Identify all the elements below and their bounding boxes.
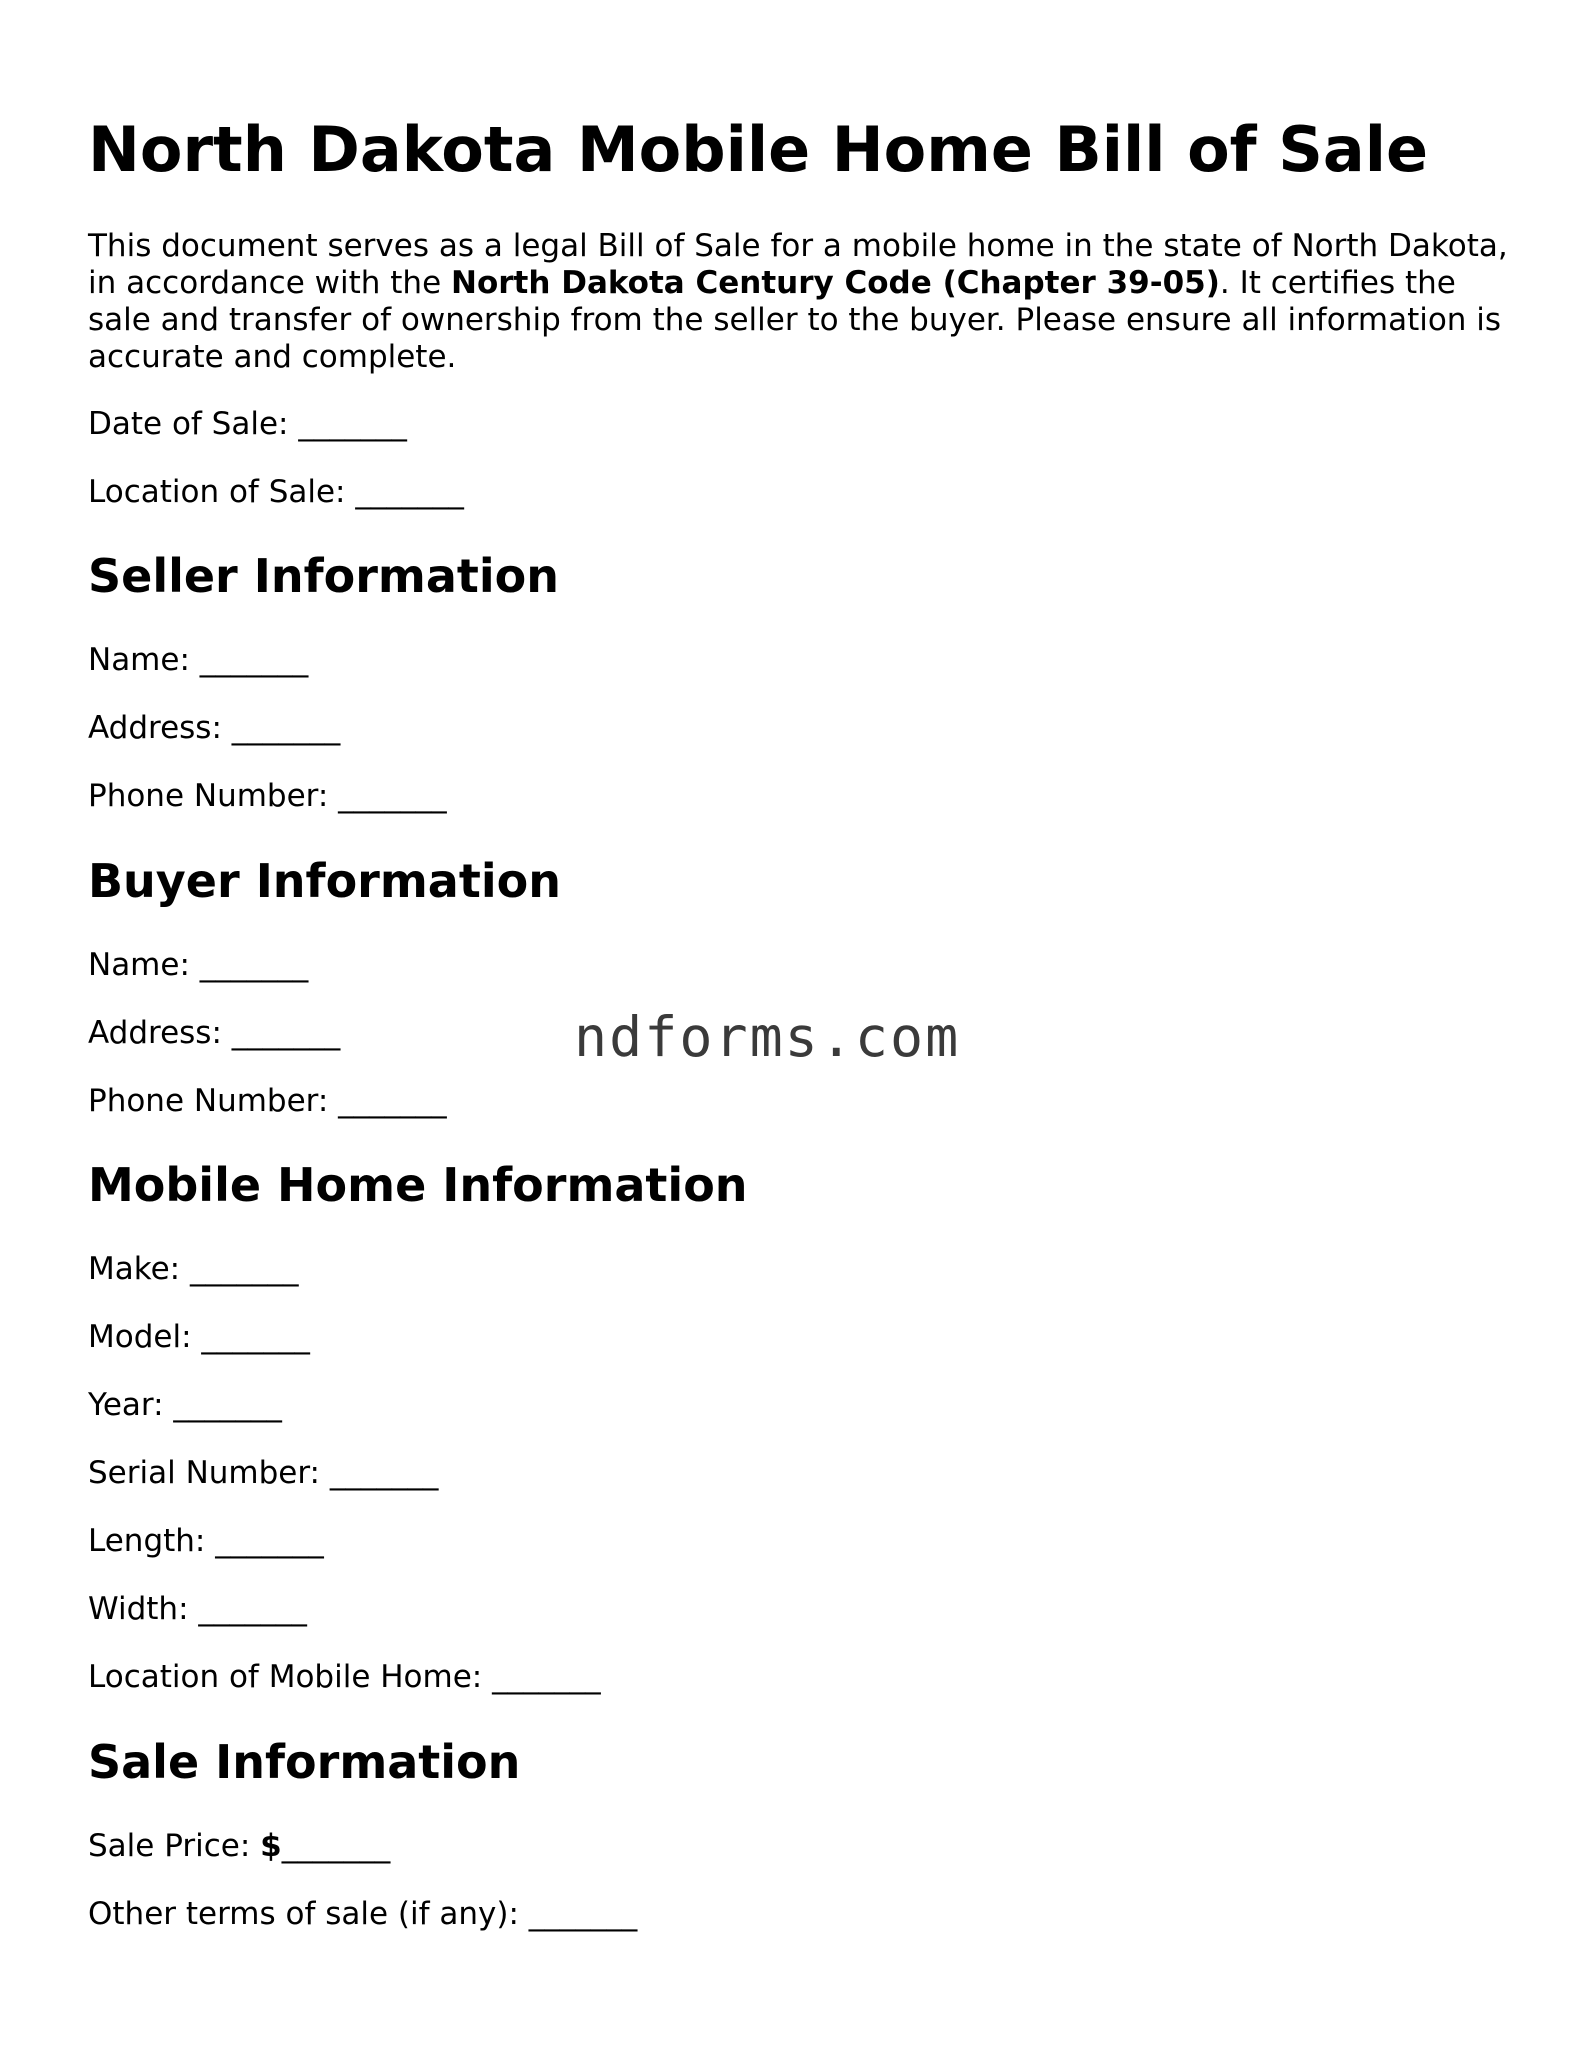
make-blank[interactable]: _______ [189, 1251, 299, 1287]
seller-address-field [88, 708, 340, 748]
buyer-phone-label: Phone Number: [88, 1083, 329, 1119]
currency-symbol: $ [260, 1828, 282, 1864]
sale-price-underline: _______ [281, 1828, 391, 1864]
mobile-home-location-label: Location of Mobile Home: [88, 1659, 483, 1695]
location-of-sale-label: Location of Sale: [88, 474, 346, 510]
buyer-name-field [88, 945, 308, 985]
mobile-home-location-blank[interactable]: _______ [492, 1659, 601, 1695]
length-blank[interactable]: _______ [215, 1523, 324, 1559]
serial-number-blank[interactable]: _______ [329, 1455, 439, 1491]
make-label: Make: [88, 1251, 181, 1287]
width-field [88, 1589, 307, 1629]
seller-name-label: Name: [88, 642, 190, 678]
date-of-sale-label: Date of Sale: [88, 406, 289, 442]
intro-paragraph [88, 228, 1508, 376]
model-field [88, 1317, 310, 1357]
seller-phone-label: Phone Number: [88, 778, 329, 814]
seller-heading: Seller Information [88, 549, 560, 603]
model-label: Model: [88, 1319, 192, 1355]
intro-text-end: . It certifies the sale and transfer of ownership from the seller to the buyer. Please ensure all information is accurate and complete. [88, 265, 1502, 375]
serial-number-label: Serial Number: [88, 1455, 321, 1491]
location-of-sale-field [88, 472, 464, 512]
mobile-home-heading: Mobile Home Information [88, 1158, 748, 1212]
model-blank[interactable]: _______ [201, 1319, 310, 1355]
other-terms-label: Other terms of sale (if any): [88, 1896, 519, 1932]
sale-price-field [88, 1826, 390, 1866]
buyer-name-label: Name: [88, 947, 190, 983]
make-field [88, 1249, 298, 1289]
seller-phone-field [88, 776, 447, 816]
intro-text-start: This document serves as a legal Bill of Sale for a mobile home in the state of North Dakota, in accordance with the [88, 228, 1508, 301]
seller-phone-blank[interactable]: _______ [338, 778, 447, 814]
sale-price-label: Sale Price: [88, 1828, 251, 1864]
buyer-address-blank[interactable]: _______ [231, 1015, 341, 1051]
buyer-phone-field [88, 1081, 447, 1121]
year-label: Year: [88, 1387, 164, 1423]
mobile-home-location-field [88, 1657, 601, 1697]
other-terms-blank[interactable]: _______ [528, 1896, 638, 1932]
buyer-address-label: Address: [88, 1015, 222, 1051]
intro-legal-reference: North Dakota Century Code (Chapter 39-05) [451, 265, 1220, 301]
date-of-sale-field [88, 404, 407, 444]
seller-name-blank[interactable]: _______ [199, 642, 309, 678]
seller-address-label: Address: [88, 710, 222, 746]
buyer-address-field [88, 1013, 340, 1053]
year-blank[interactable]: _______ [173, 1387, 282, 1423]
sale-heading: Sale Information [88, 1735, 521, 1789]
width-blank[interactable]: _______ [198, 1591, 307, 1627]
width-label: Width: [88, 1591, 189, 1627]
year-field [88, 1385, 282, 1425]
length-field [88, 1521, 324, 1561]
buyer-heading: Buyer Information [88, 854, 561, 908]
document-title: North Dakota Mobile Home Bill of Sale [88, 113, 1429, 186]
other-terms-field [88, 1894, 637, 1934]
length-label: Length: [88, 1523, 206, 1559]
serial-number-field [88, 1453, 438, 1493]
sale-price-blank[interactable] [260, 1828, 390, 1864]
seller-address-blank[interactable]: _______ [231, 710, 341, 746]
buyer-name-blank[interactable]: _______ [199, 947, 309, 983]
seller-name-field [88, 640, 308, 680]
location-of-sale-blank[interactable]: _______ [355, 474, 464, 510]
date-of-sale-blank[interactable]: _______ [298, 406, 407, 442]
watermark-text: ndforms.com [574, 1005, 961, 1069]
buyer-phone-blank[interactable]: _______ [338, 1083, 447, 1119]
